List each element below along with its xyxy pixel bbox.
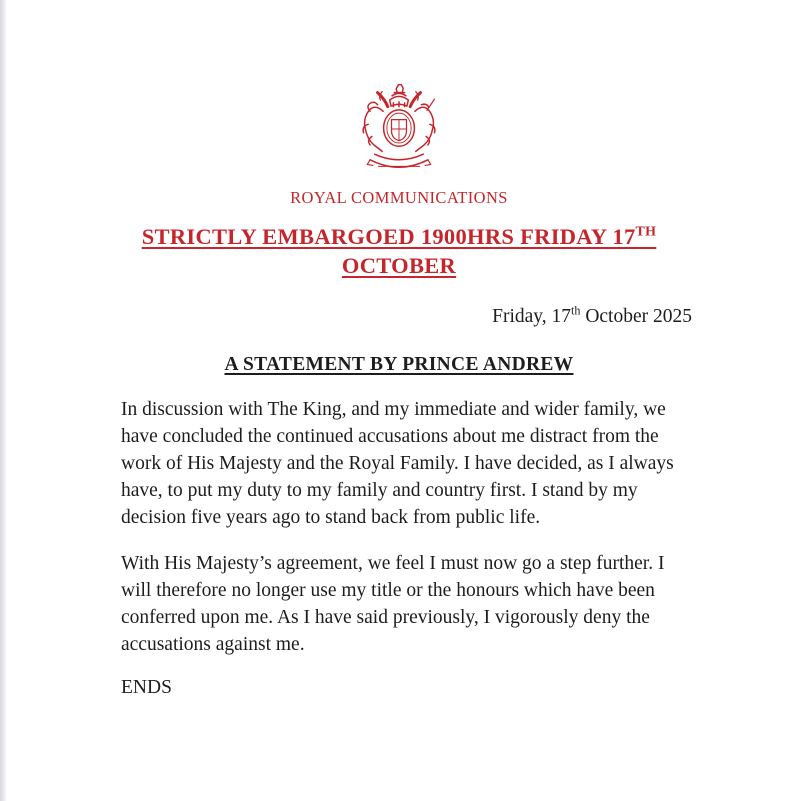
date-prefix: Friday, 17 (492, 305, 572, 327)
statement-paragraph-1: In discussion with The King, and my immediate and wider family, we have concluded the continued accusations about me distract from the work of His Majesty and the Royal Family. I have decided, as I always have, to put my duty to my family and country first. I stand by my decision five years ago to stand back from public life. (121, 398, 674, 528)
embargo-heading (0, 223, 798, 281)
embargo-line1: STRICTLY EMBARGOED 1900HRS FRIDAY 17 (141, 224, 636, 249)
royal-coat-of-arms-icon (0, 0, 798, 176)
embargo-line2: OCTOBER (341, 252, 457, 278)
date-line (0, 303, 798, 328)
statement-paragraph-2: With His Majesty’s agreement, we feel I must now go a step further. I will therefore no longer use my title or the honours which have been conferred upon me. As I have said previously, I vigorously deny the accusations against me. (121, 552, 665, 655)
statement-title: A STATEMENT BY PRINCE ANDREW (224, 353, 574, 375)
org-title: ROYAL COMMUNICATIONS (290, 188, 508, 207)
date-ordinal: th (571, 303, 581, 318)
ends-label: ENDS (121, 676, 172, 698)
embargo-ordinal: TH (635, 224, 657, 240)
date-suffix: October 2025 (580, 305, 692, 327)
